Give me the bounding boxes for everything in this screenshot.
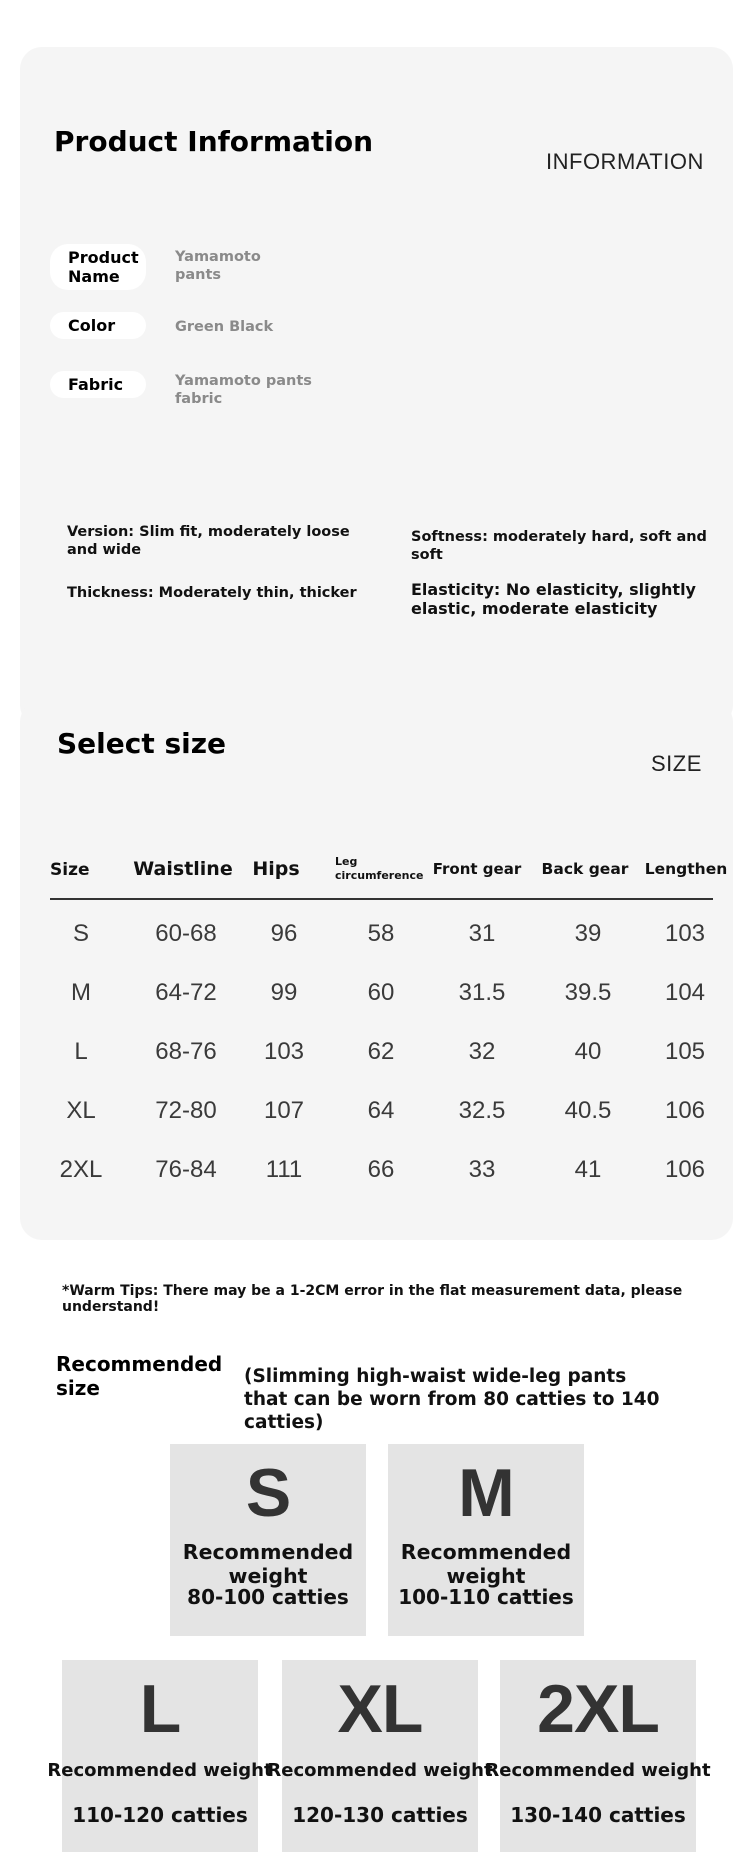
size-card-range: 100-110 catties (398, 1585, 574, 1609)
cell-back-gear: 40.5 (564, 1097, 612, 1124)
cell-leg: 64 (367, 1097, 395, 1124)
cell-lengthen: 104 (664, 979, 706, 1006)
cell-back-gear: 39 (574, 920, 602, 947)
cell-front-gear: 33 (468, 1156, 496, 1183)
header-front-gear: Front gear (432, 860, 522, 878)
size-card-xl (267, 1660, 493, 1852)
field-label-color: Color (50, 312, 146, 339)
cell-lengthen: 106 (664, 1097, 706, 1124)
attr-softness: Softness: moderately hard, soft and soft (411, 529, 707, 563)
field-value-color: Green Black (175, 319, 274, 335)
cell-waistline: 68-76 (155, 1038, 217, 1065)
cell-back-gear: 39.5 (564, 979, 612, 1006)
recommended-size-description: (Slimming high-waist wide-leg pants that can be worn from 80 catties to 140 catties) (244, 1366, 660, 1433)
cell-lengthen: 106 (664, 1156, 706, 1183)
size-chart-title: Select size (57, 727, 227, 760)
cell-waistline: 64-72 (155, 979, 217, 1006)
recommended-size-label: Recommended size (56, 1352, 223, 1400)
field-value-product-name: Yamamoto pants (175, 249, 261, 283)
cell-front-gear: 31 (468, 920, 496, 947)
cell-size: S (72, 920, 89, 947)
field-label-product-name: Product Name (50, 244, 146, 290)
cell-size: XL (66, 1097, 96, 1124)
cell-hips: 96 (270, 920, 298, 947)
size-card-l (47, 1660, 273, 1852)
cell-lengthen: 103 (664, 920, 706, 947)
size-card-2xl (485, 1660, 711, 1852)
size-card-letter: 2XL (537, 1671, 659, 1747)
cell-hips: 111 (265, 1156, 303, 1183)
cell-size: M (71, 979, 91, 1006)
table-header-rule (50, 898, 713, 900)
size-card-letter: M (458, 1455, 514, 1531)
cell-front-gear: 32.5 (458, 1097, 506, 1124)
cell-hips: 99 (270, 979, 298, 1006)
size-card-weight-label: Recommended weight (485, 1760, 711, 1781)
cell-size: 2XL (59, 1156, 103, 1183)
cell-leg: 58 (367, 920, 395, 947)
size-card-letter: XL (337, 1671, 423, 1747)
header-size: Size (50, 860, 90, 880)
size-card-m (388, 1444, 584, 1636)
field-value-fabric: Yamamoto pants fabric (175, 373, 312, 407)
header-leg-circumference: Leg circumference (335, 855, 424, 882)
product-info-title: Product Information (54, 125, 374, 158)
attr-thickness: Thickness: Moderately thin, thicker (67, 585, 357, 601)
cell-waistline: 76-84 (155, 1156, 217, 1183)
cell-leg: 62 (367, 1038, 395, 1065)
cell-hips: 103 (263, 1038, 305, 1065)
header-back-gear: Back gear (541, 860, 629, 878)
size-card-range: 80-100 catties (187, 1585, 349, 1609)
cell-waistline: 72-80 (155, 1097, 217, 1124)
field-label-fabric: Fabric (50, 371, 146, 398)
cell-front-gear: 32 (468, 1038, 496, 1065)
size-card-range: 120-130 catties (292, 1803, 468, 1827)
cell-leg: 60 (367, 979, 395, 1006)
header-hips: Hips (252, 858, 300, 880)
size-card-letter: L (139, 1671, 181, 1747)
size-card-s (170, 1444, 366, 1636)
size-chart-subtitle: SIZE (651, 751, 702, 776)
size-card-weight-label: Recommended weight (267, 1760, 493, 1781)
attr-version: Version: Slim fit, moderately loose and wide (67, 524, 350, 558)
size-card-weight-label: Recommended weight (400, 1540, 572, 1588)
cell-back-gear: 41 (574, 1156, 602, 1183)
cell-front-gear: 31.5 (458, 979, 506, 1006)
cell-size: L (74, 1038, 88, 1065)
size-card-letter: S (245, 1455, 291, 1531)
cell-leg: 66 (367, 1156, 395, 1183)
cell-back-gear: 40 (574, 1038, 602, 1065)
size-card-weight-label: Recommended weight (47, 1760, 273, 1781)
cell-waistline: 60-68 (155, 920, 217, 947)
header-waistline: Waistline (133, 858, 233, 880)
size-card-range: 130-140 catties (510, 1803, 686, 1827)
size-card-range: 110-120 catties (72, 1803, 248, 1827)
size-card-weight-label: Recommended weight (182, 1540, 354, 1588)
cell-hips: 107 (263, 1097, 305, 1124)
cell-lengthen: 105 (664, 1038, 706, 1065)
warm-tip: *Warm Tips: There may be a 1-2CM error in the flat measurement data, please understand! (62, 1283, 683, 1315)
product-info-subtitle: INFORMATION (546, 149, 704, 174)
header-lengthen: Lengthen (644, 860, 728, 878)
attr-elasticity: Elasticity: No elasticity, slightly elastic, moderate elasticity (411, 580, 696, 618)
